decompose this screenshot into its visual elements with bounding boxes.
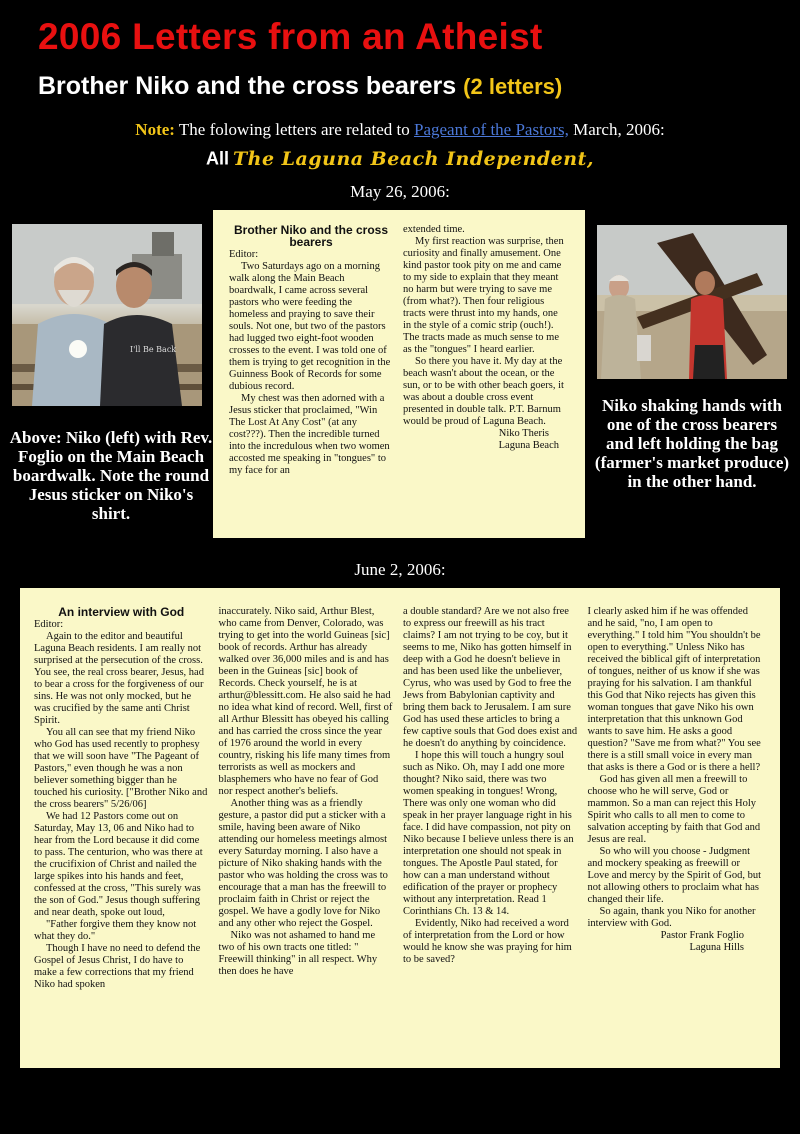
paragraph: My first reaction was surprise, then curiosity and finally amusement. One kind pastor took pity on me and came to my side to explain that they meant no harm but were trying to save me (from what?). Then four religious tracts were thrust into my hands, one in the style of a comic strip (ouch!). The tracts made as much sense to me as the "tongues" I heard earlier. <box>403 236 564 355</box>
letter2-column-1 <box>34 606 219 1060</box>
paragraph: inaccurately. Niko said, Arthur Blest, who came from Denver, Colorado, was trying to get into the world Guineas [sic] book of records. Arthur has already walked over 36,000 miles and is and has been in the Guineas [sic] book of Records. Check yourself, he is at arthur@blessitt.com. He also said he had no idea what kind of record. Well, first of all Arthur Blessitt has obeyed his calling and has carried the cross since the year of 1976 around the world in every country, risking his life many times from terrorists as well as mockers and blasphemers who have no fear of God nor respect another's beliefs. <box>218 606 393 797</box>
letter2-signature-name: Pastor Frank Foglio <box>660 930 744 941</box>
newspaper-name: The Laguna Beach Independent, <box>233 148 594 170</box>
letter1-column-2 <box>403 224 577 530</box>
date-june: June 2, 2006: <box>354 560 446 579</box>
page-subtitle <box>38 72 562 101</box>
paragraph: Again to the editor and beautiful Laguna Beach residents. I am really not surprised at the persecution of the cross. You see, the real cross bearer, Jesus, had to bear a cross for the forgiveness of our sins. He was not only mocked, but he was crucified by the same anti Christ Spirit. <box>34 631 204 726</box>
subtitle-text: Brother Niko and the cross bearers <box>38 72 457 100</box>
letter1-signature-name: Niko Theris <box>498 428 549 439</box>
paragraph: extended time. <box>403 224 465 235</box>
paragraph: I clearly asked him if he was offended and he said, "no, I am open to everything." I told him "You shouldn't be open to everything." Unless Niko has received the biblical gift of interpretation of tongues, neither of us know if she was praying for his salvation. I am thankful this God that Niko rejects has given this woman tongues that gave Niko his own interpretation that this unknown God wants to save him. He asks a good question? "Save me from what?" You see there is a still small voice in every man that asks is there a God or is there a hell? <box>587 606 761 773</box>
paragraph: Evidently, Niko had received a word of interpretation from the Lord or how would he know she was praying for him to be saved? <box>403 918 572 965</box>
paragraph: God has given all men a freewill to choose who he will serve, God or mammon. So a man can reject this Holy Spirit who calls to all men to come to salvation accepting by faith that God and Jesus are real. <box>587 774 761 845</box>
letter2-salutation: Editor: <box>34 619 64 630</box>
note-date: March, 2006: <box>573 120 665 139</box>
paragraph: "Father forgive them they know not what they do." <box>34 919 197 942</box>
source-line <box>0 148 800 170</box>
paragraph: My chest was then adorned with a Jesus sticker that proclaimed, "Win The Lost At Any Cost" (at any cost???). Then the incredible turned into the incredulous when two women accosted me speaking in "tongues" to my face for an <box>229 393 390 476</box>
caption-right: Niko shaking hands with one of the cross bearers and left holding the bag (farmer's market produce) in the other hand. <box>594 396 790 491</box>
paragraph: I hope this will touch a hungry soul such as Niko. Oh, may I add one more thought? Niko said, there was two women speaking in tongues! Wrong, There was only one woman who did speak in her prayer language right in his face. I did have compassion, not pity on Niko because I believe unless there is an interpretation one should not speak in tongues. The Apostle Paul stated, for how can a man understand without edification of the prayer or prophecy without any interpretation. Read 1 Corinthians Ch. 13 & 14. <box>403 750 574 917</box>
photo-niko-and-foglio <box>12 224 202 406</box>
paragraph: You all can see that my friend Niko who God has used recently to prophesy that we will soon have "The Pageant of Pastors," even though he was a non believer something bigger than he touched his curiosity. ["Brother Niko and the cross bearers" 5/26/06] <box>34 727 208 810</box>
letter-count: (2 letters) <box>463 74 563 99</box>
letter1-signature-place: Laguna Beach <box>498 440 559 451</box>
photo-illustration <box>597 225 787 379</box>
letter1-headline: Brother Niko and the cross bearers <box>233 223 389 249</box>
paragraph: Another thing was as a friendly gesture, a pastor did put a sticker with a smile, having been aware of Niko attending our homeless meetings almost every Saturday morning. I also have a picture of Niko shaking hands with the pastor who was holding the cross was to encourage that a man has the freewill to proclaim faith in Christ or reject the gospel. We have a godly love for Niko and any other who reject the Gospel. <box>218 798 388 929</box>
paragraph: Two Saturdays ago on a morning walk along the Main Beach boardwalk, I came across several pastors who were feeding the homeless and praying to save their souls. Not one, but two of the pastors had lugged two eight-foot wooden crosses to the event. I was told one of them is trying to get recognition in the Guinness Book of Records for some dubious record. <box>229 261 391 392</box>
paragraph: So again, thank you Niko for another interview with God. <box>587 906 756 929</box>
letter1-column-1 <box>229 224 403 530</box>
letter1-salutation: Editor: <box>229 249 259 260</box>
paragraph: a double standard? Are we not also free to express our freewill as his tract claims? I am not trying to be coy, but it seems to me, Niko has gotten himself in deep with a God he doesn't believe in and has been used like the unbeliever, Cyrus, who was used by God to free the Jews from Babylonian captivity and bring them back to Jerusalem. I am sure God has used these articles to bring a few captive souls that God does exist and he doesn't do anything by coincidence. <box>403 606 578 749</box>
photo-niko-cross-bearer <box>597 225 787 379</box>
letter2-column-3 <box>403 606 588 1060</box>
note-label: Note: <box>135 120 175 139</box>
paragraph: Though I have no need to defend the Gospel of Jesus Christ, I do have to make a few corrections that my friend Niko had spoken <box>34 943 201 990</box>
photo-illustration <box>12 224 202 406</box>
page-title: 2006 Letters from an Atheist <box>38 16 543 57</box>
letter2-column-4 <box>588 606 773 1060</box>
letter2-headline: An interview with God <box>58 605 185 619</box>
letter-clipping-2 <box>20 588 780 1068</box>
pageant-link[interactable]: Pageant of the Pastors, <box>413 120 569 139</box>
note-line <box>0 120 800 140</box>
letter2-signature-place: Laguna Hills <box>689 942 744 953</box>
note-text: The folowing letters are related to <box>178 120 410 139</box>
paragraph: So there you have it. My day at the beach wasn't about the ocean, or the sun, or to be with other beach goers, it was about a double cross event presented in double talk. P.T. Barnum would be proud of Laguna Beach. <box>403 356 564 427</box>
date-may: May 26, 2006: <box>350 182 450 201</box>
paragraph: So who will you choose - Judgment and mockery speaking as freewill or Love and mercy by the Spirit of God, but not allowing others to proclaim what has changed their life. <box>587 846 762 905</box>
paragraph: We had 12 Pastors come out on Saturday, May 13, 06 and Niko had to hear from the Lord because it did come to pass. The centurion, who was there at the crucifixion of Christ and nailed the large spikes into his hands and feet, confessed at the cross, "This surely was the son of God." Jesus though suffering and near death, spoke out loud, <box>34 811 203 918</box>
caption-left: Above: Niko (left) with Rev. Foglio on the Main Beach boardwalk. Note the round Jesus sticker on Niko's shirt. <box>9 428 213 523</box>
source-prefix: All <box>206 148 230 169</box>
letter-clipping-1 <box>213 210 585 538</box>
letter2-column-2 <box>219 606 404 1060</box>
paragraph: Niko was not ashamed to hand me two of his own tracts one titled: " Freewill thinking" in all respect. Why then does he have <box>218 930 378 977</box>
svg-text:I'll Be Back: I'll Be Back <box>130 345 177 354</box>
